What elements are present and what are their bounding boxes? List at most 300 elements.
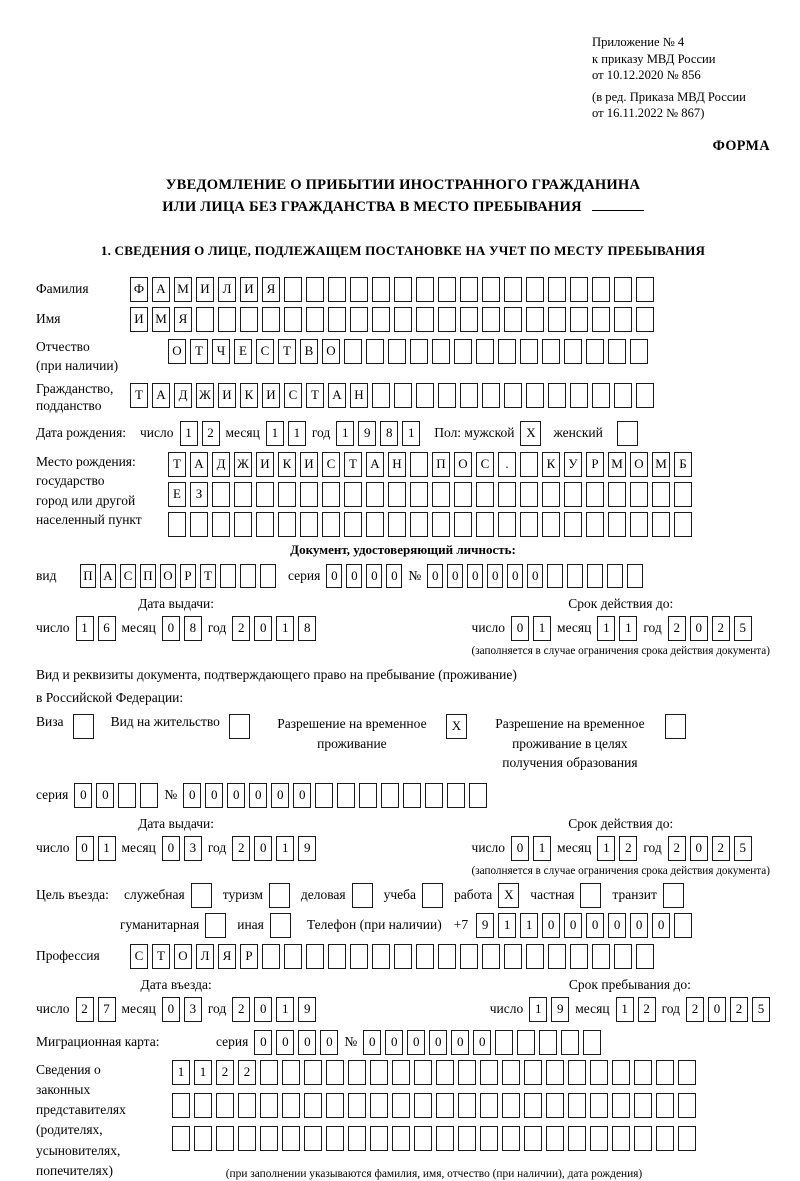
residence-option-checkbox[interactable]	[229, 714, 250, 739]
form-cell[interactable]	[344, 339, 362, 364]
form-cell[interactable]: Т	[344, 452, 362, 477]
form-cell[interactable]: Д	[174, 383, 192, 408]
form-cell[interactable]	[366, 339, 384, 364]
form-cell[interactable]	[542, 339, 560, 364]
form-cell[interactable]	[388, 339, 406, 364]
identity-doc-kind-cells[interactable]	[80, 564, 276, 588]
form-cell[interactable]: 0	[162, 997, 180, 1022]
form-cell[interactable]: Я	[218, 944, 236, 969]
form-cell[interactable]: 1	[288, 421, 306, 446]
form-cell[interactable]: У	[564, 452, 582, 477]
form-cell[interactable]: А	[366, 452, 384, 477]
form-cell[interactable]	[350, 307, 368, 332]
form-cell[interactable]: 0	[293, 783, 311, 808]
form-cell[interactable]	[218, 307, 236, 332]
form-cell[interactable]: 6	[98, 616, 116, 641]
form-cell[interactable]	[482, 944, 500, 969]
form-cell[interactable]: 1	[172, 1060, 190, 1085]
form-cell[interactable]	[260, 1093, 278, 1118]
form-cell[interactable]: 8	[184, 616, 202, 641]
form-cell[interactable]	[627, 564, 643, 588]
form-cell[interactable]	[454, 482, 472, 507]
form-cell[interactable]: 1	[194, 1060, 212, 1085]
form-cell[interactable]	[520, 339, 538, 364]
form-cell[interactable]: 1	[276, 836, 294, 861]
date-cells[interactable]	[232, 616, 316, 641]
form-cell[interactable]: 0	[690, 616, 708, 641]
form-cell[interactable]	[590, 1126, 608, 1151]
form-cell[interactable]	[586, 482, 604, 507]
form-cell[interactable]: 5	[734, 616, 752, 641]
form-cell[interactable]: 2	[238, 1060, 256, 1085]
form-cell[interactable]	[458, 1126, 476, 1151]
form-cell[interactable]: 2	[712, 616, 730, 641]
form-cell[interactable]	[498, 482, 516, 507]
date-cells[interactable]	[616, 997, 656, 1022]
form-cell[interactable]: 0	[183, 783, 201, 808]
form-cell[interactable]	[634, 1060, 652, 1085]
form-cell[interactable]	[240, 307, 258, 332]
form-cell[interactable]	[388, 512, 406, 537]
form-cell[interactable]: Ж	[196, 383, 214, 408]
form-cell[interactable]	[315, 783, 333, 808]
form-cell[interactable]: 2	[76, 997, 94, 1022]
form-cell[interactable]: 0	[447, 564, 463, 588]
form-cell[interactable]: 0	[407, 1030, 425, 1055]
form-cell[interactable]	[634, 1093, 652, 1118]
form-cell[interactable]	[425, 783, 443, 808]
form-cell[interactable]: 0	[162, 836, 180, 861]
form-cell[interactable]	[652, 512, 670, 537]
form-cell[interactable]: О	[160, 564, 176, 588]
migration-card-number-cells[interactable]	[363, 1030, 601, 1055]
surname-cells[interactable]	[130, 277, 654, 302]
form-cell[interactable]	[372, 307, 390, 332]
form-cell[interactable]: 0	[366, 564, 382, 588]
form-cell[interactable]	[504, 944, 522, 969]
residence-number-cells[interactable]	[183, 783, 487, 808]
form-cell[interactable]	[262, 944, 280, 969]
form-cell[interactable]: Р	[586, 452, 604, 477]
form-cell[interactable]: О	[174, 944, 192, 969]
form-cell[interactable]	[454, 339, 472, 364]
form-cell[interactable]: 0	[74, 783, 92, 808]
form-cell[interactable]: 9	[298, 836, 316, 861]
form-cell[interactable]	[438, 277, 456, 302]
form-cell[interactable]	[636, 944, 654, 969]
form-cell[interactable]: 3	[184, 836, 202, 861]
form-cell[interactable]	[612, 1093, 630, 1118]
date-cells[interactable]	[336, 421, 420, 446]
form-cell[interactable]: Р	[180, 564, 196, 588]
form-cell[interactable]: О	[454, 452, 472, 477]
form-cell[interactable]: 2	[730, 997, 748, 1022]
form-cell[interactable]	[590, 1093, 608, 1118]
form-cell[interactable]: А	[328, 383, 346, 408]
form-cell[interactable]: 1	[533, 836, 551, 861]
form-cell[interactable]	[416, 277, 434, 302]
form-cell[interactable]: Е	[234, 339, 252, 364]
form-cell[interactable]	[190, 512, 208, 537]
form-cell[interactable]	[326, 1093, 344, 1118]
phone-cells[interactable]	[476, 913, 692, 938]
form-cell[interactable]	[458, 1093, 476, 1118]
form-cell[interactable]: 2	[232, 997, 250, 1022]
form-cell[interactable]	[636, 383, 654, 408]
form-cell[interactable]	[539, 1030, 557, 1055]
form-cell[interactable]: 1	[529, 997, 547, 1022]
purpose-option-checkbox[interactable]	[663, 883, 684, 908]
form-cell[interactable]: 0	[527, 564, 543, 588]
form-cell[interactable]	[568, 1060, 586, 1085]
form-cell[interactable]	[392, 1093, 410, 1118]
form-cell[interactable]	[260, 564, 276, 588]
form-cell[interactable]: И	[256, 452, 274, 477]
form-cell[interactable]	[262, 307, 280, 332]
form-cell[interactable]	[260, 1126, 278, 1151]
form-cell[interactable]: 0	[586, 913, 604, 938]
form-cell[interactable]	[212, 482, 230, 507]
form-cell[interactable]	[366, 512, 384, 537]
form-cell[interactable]	[678, 1126, 696, 1151]
form-cell[interactable]	[381, 783, 399, 808]
form-cell[interactable]	[306, 307, 324, 332]
form-cell[interactable]	[482, 277, 500, 302]
form-cell[interactable]	[438, 944, 456, 969]
form-cell[interactable]	[636, 307, 654, 332]
form-cell[interactable]	[586, 512, 604, 537]
form-cell[interactable]	[476, 339, 494, 364]
form-cell[interactable]	[436, 1060, 454, 1085]
form-cell[interactable]: 0	[271, 783, 289, 808]
identity-doc-series-cells[interactable]	[326, 564, 402, 588]
form-cell[interactable]	[416, 307, 434, 332]
form-cell[interactable]	[592, 307, 610, 332]
form-cell[interactable]: С	[256, 339, 274, 364]
form-cell[interactable]: 1	[266, 421, 284, 446]
form-cell[interactable]	[432, 339, 450, 364]
form-cell[interactable]	[498, 512, 516, 537]
form-cell[interactable]	[630, 512, 648, 537]
form-cell[interactable]	[414, 1126, 432, 1151]
form-cell[interactable]: 1	[616, 997, 634, 1022]
form-cell[interactable]	[656, 1093, 674, 1118]
form-cell[interactable]: 9	[358, 421, 376, 446]
form-cell[interactable]	[304, 1093, 322, 1118]
form-cell[interactable]	[118, 783, 136, 808]
form-cell[interactable]	[546, 1060, 564, 1085]
gender-male-checkbox[interactable]: X	[520, 421, 541, 446]
purpose-option-checkbox[interactable]	[352, 883, 373, 908]
form-cell[interactable]: 2	[712, 836, 730, 861]
form-cell[interactable]: 2	[232, 616, 250, 641]
form-cell[interactable]	[482, 383, 500, 408]
form-cell[interactable]	[564, 339, 582, 364]
form-cell[interactable]	[612, 1126, 630, 1151]
form-cell[interactable]	[568, 1126, 586, 1151]
date-cells[interactable]	[668, 836, 752, 861]
form-cell[interactable]	[394, 383, 412, 408]
form-cell[interactable]	[234, 512, 252, 537]
form-cell[interactable]: 0	[708, 997, 726, 1022]
form-cell[interactable]	[337, 783, 355, 808]
form-cell[interactable]: 0	[473, 1030, 491, 1055]
form-cell[interactable]: К	[542, 452, 560, 477]
form-cell[interactable]: А	[152, 277, 170, 302]
form-cell[interactable]	[592, 383, 610, 408]
form-cell[interactable]	[370, 1093, 388, 1118]
form-cell[interactable]	[438, 383, 456, 408]
form-cell[interactable]	[326, 1126, 344, 1151]
form-cell[interactable]	[392, 1060, 410, 1085]
form-cell[interactable]: К	[278, 452, 296, 477]
form-cell[interactable]: И	[196, 277, 214, 302]
form-cell[interactable]: 0	[326, 564, 342, 588]
purpose-option-checkbox[interactable]	[191, 883, 212, 908]
form-cell[interactable]: Т	[168, 452, 186, 477]
form-cell[interactable]: П	[432, 452, 450, 477]
purpose-option-checkbox[interactable]	[422, 883, 443, 908]
form-cell[interactable]: 2	[668, 616, 686, 641]
date-cells[interactable]	[529, 997, 569, 1022]
form-cell[interactable]	[586, 339, 604, 364]
form-cell[interactable]	[520, 482, 538, 507]
form-cell[interactable]	[564, 512, 582, 537]
form-cell[interactable]	[656, 1126, 674, 1151]
form-cell[interactable]	[432, 482, 450, 507]
form-cell[interactable]	[282, 1093, 300, 1118]
form-cell[interactable]	[260, 1060, 278, 1085]
date-cells[interactable]	[686, 997, 770, 1022]
form-cell[interactable]	[344, 482, 362, 507]
form-cell[interactable]	[567, 564, 583, 588]
form-cell[interactable]: Т	[130, 383, 148, 408]
form-cell[interactable]	[278, 482, 296, 507]
form-cell[interactable]: 0	[249, 783, 267, 808]
form-cell[interactable]	[546, 1126, 564, 1151]
form-cell[interactable]: Т	[278, 339, 296, 364]
form-cell[interactable]	[436, 1093, 454, 1118]
form-cell[interactable]: Я	[262, 277, 280, 302]
form-cell[interactable]: Т	[190, 339, 208, 364]
form-cell[interactable]	[172, 1126, 190, 1151]
form-cell[interactable]: 0	[542, 913, 560, 938]
date-cells[interactable]	[162, 997, 202, 1022]
form-cell[interactable]	[438, 307, 456, 332]
date-cells[interactable]	[76, 616, 116, 641]
form-cell[interactable]	[328, 944, 346, 969]
form-cell[interactable]: С	[476, 452, 494, 477]
form-cell[interactable]: 0	[254, 1030, 272, 1055]
form-cell[interactable]	[548, 383, 566, 408]
form-cell[interactable]: 0	[385, 1030, 403, 1055]
form-cell[interactable]	[348, 1093, 366, 1118]
form-cell[interactable]: 0	[429, 1030, 447, 1055]
form-cell[interactable]: А	[100, 564, 116, 588]
form-cell[interactable]	[328, 277, 346, 302]
form-cell[interactable]	[414, 1093, 432, 1118]
form-cell[interactable]: 0	[162, 616, 180, 641]
form-cell[interactable]	[656, 1060, 674, 1085]
form-cell[interactable]: М	[652, 452, 670, 477]
form-cell[interactable]: 9	[476, 913, 494, 938]
form-cell[interactable]: 1	[520, 913, 538, 938]
form-cell[interactable]: 2	[619, 836, 637, 861]
form-cell[interactable]	[458, 1060, 476, 1085]
form-cell[interactable]	[306, 944, 324, 969]
form-cell[interactable]	[502, 1093, 520, 1118]
form-cell[interactable]: 0	[386, 564, 402, 588]
date-cells[interactable]	[76, 997, 116, 1022]
form-cell[interactable]: 0	[227, 783, 245, 808]
form-cell[interactable]	[592, 944, 610, 969]
date-cells[interactable]	[668, 616, 752, 641]
purpose-option-checkbox[interactable]	[580, 883, 601, 908]
form-cell[interactable]	[328, 307, 346, 332]
form-cell[interactable]	[359, 783, 377, 808]
form-cell[interactable]	[403, 783, 421, 808]
form-cell[interactable]	[524, 1093, 542, 1118]
form-cell[interactable]	[370, 1060, 388, 1085]
form-cell[interactable]	[614, 383, 632, 408]
profession-cells[interactable]	[130, 944, 654, 969]
form-cell[interactable]	[674, 512, 692, 537]
form-cell[interactable]	[590, 1060, 608, 1085]
residence-option-checkbox[interactable]: X	[446, 714, 467, 739]
form-cell[interactable]	[372, 383, 390, 408]
form-cell[interactable]	[674, 482, 692, 507]
form-cell[interactable]	[348, 1060, 366, 1085]
form-cell[interactable]	[674, 913, 692, 938]
form-cell[interactable]	[524, 1126, 542, 1151]
representatives-cells-row3[interactable]	[172, 1126, 696, 1151]
form-cell[interactable]: И	[218, 383, 236, 408]
form-cell[interactable]	[526, 944, 544, 969]
birth-place-cells-row1[interactable]	[168, 452, 692, 477]
form-cell[interactable]	[322, 482, 340, 507]
form-cell[interactable]: Т	[306, 383, 324, 408]
form-cell[interactable]: 0	[254, 997, 272, 1022]
birth-place-cells-row2[interactable]	[168, 482, 692, 507]
form-cell[interactable]	[344, 512, 362, 537]
form-cell[interactable]	[372, 944, 390, 969]
form-cell[interactable]	[678, 1060, 696, 1085]
form-cell[interactable]	[216, 1093, 234, 1118]
form-cell[interactable]: 0	[76, 836, 94, 861]
form-cell[interactable]	[234, 482, 252, 507]
form-cell[interactable]	[366, 482, 384, 507]
citizenship-cells[interactable]	[130, 383, 654, 408]
form-cell[interactable]	[482, 307, 500, 332]
form-cell[interactable]: П	[140, 564, 156, 588]
form-cell[interactable]: 8	[380, 421, 398, 446]
form-cell[interactable]	[454, 512, 472, 537]
form-cell[interactable]: 0	[427, 564, 443, 588]
form-cell[interactable]: 5	[752, 997, 770, 1022]
form-cell[interactable]: 2	[216, 1060, 234, 1085]
form-cell[interactable]	[172, 1093, 190, 1118]
form-cell[interactable]: 1	[619, 616, 637, 641]
form-cell[interactable]: С	[284, 383, 302, 408]
form-cell[interactable]	[469, 783, 487, 808]
form-cell[interactable]	[612, 1060, 630, 1085]
form-cell[interactable]	[394, 277, 412, 302]
form-cell[interactable]: 8	[298, 616, 316, 641]
form-cell[interactable]	[504, 307, 522, 332]
migration-card-series-cells[interactable]	[254, 1030, 338, 1055]
form-cell[interactable]: 0	[690, 836, 708, 861]
form-cell[interactable]	[495, 1030, 513, 1055]
form-cell[interactable]: Ж	[234, 452, 252, 477]
form-cell[interactable]	[256, 482, 274, 507]
form-cell[interactable]	[542, 512, 560, 537]
form-cell[interactable]	[284, 944, 302, 969]
form-cell[interactable]	[630, 482, 648, 507]
form-cell[interactable]	[480, 1126, 498, 1151]
form-cell[interactable]	[502, 1126, 520, 1151]
form-cell[interactable]: М	[152, 307, 170, 332]
residence-series-cells[interactable]	[74, 783, 158, 808]
form-cell[interactable]	[194, 1126, 212, 1151]
form-cell[interactable]: 2	[686, 997, 704, 1022]
date-cells[interactable]	[597, 836, 637, 861]
form-cell[interactable]: 2	[232, 836, 250, 861]
purpose-option-checkbox[interactable]	[270, 913, 291, 938]
form-cell[interactable]: Н	[350, 383, 368, 408]
form-cell[interactable]: 0	[511, 616, 529, 641]
form-cell[interactable]	[460, 944, 478, 969]
form-cell[interactable]	[614, 307, 632, 332]
form-cell[interactable]: О	[322, 339, 340, 364]
form-cell[interactable]: Ф	[130, 277, 148, 302]
form-cell[interactable]: И	[130, 307, 148, 332]
form-cell[interactable]	[608, 482, 626, 507]
date-cells[interactable]	[511, 836, 551, 861]
form-cell[interactable]	[350, 277, 368, 302]
form-cell[interactable]: 2	[668, 836, 686, 861]
form-cell[interactable]: И	[262, 383, 280, 408]
form-cell[interactable]: В	[300, 339, 318, 364]
form-cell[interactable]	[194, 1093, 212, 1118]
form-cell[interactable]: 3	[184, 997, 202, 1022]
form-cell[interactable]: 0	[630, 913, 648, 938]
form-cell[interactable]	[416, 944, 434, 969]
form-cell[interactable]: Л	[218, 277, 236, 302]
form-cell[interactable]: 0	[608, 913, 626, 938]
form-cell[interactable]	[238, 1126, 256, 1151]
form-cell[interactable]	[608, 339, 626, 364]
date-cells[interactable]	[76, 836, 116, 861]
form-cell[interactable]	[634, 1126, 652, 1151]
form-cell[interactable]: 9	[551, 997, 569, 1022]
form-cell[interactable]	[216, 1126, 234, 1151]
form-cell[interactable]: О	[168, 339, 186, 364]
form-cell[interactable]: 0	[254, 836, 272, 861]
form-cell[interactable]: 0	[363, 1030, 381, 1055]
form-cell[interactable]	[526, 277, 544, 302]
form-cell[interactable]	[350, 944, 368, 969]
form-cell[interactable]: 1	[597, 836, 615, 861]
form-cell[interactable]	[220, 564, 236, 588]
form-cell[interactable]	[526, 307, 544, 332]
form-cell[interactable]: Ч	[212, 339, 230, 364]
form-cell[interactable]: З	[190, 482, 208, 507]
form-cell[interactable]	[410, 452, 428, 477]
form-cell[interactable]: 1	[276, 997, 294, 1022]
form-cell[interactable]	[652, 482, 670, 507]
form-cell[interactable]: 0	[320, 1030, 338, 1055]
form-cell[interactable]	[416, 383, 434, 408]
